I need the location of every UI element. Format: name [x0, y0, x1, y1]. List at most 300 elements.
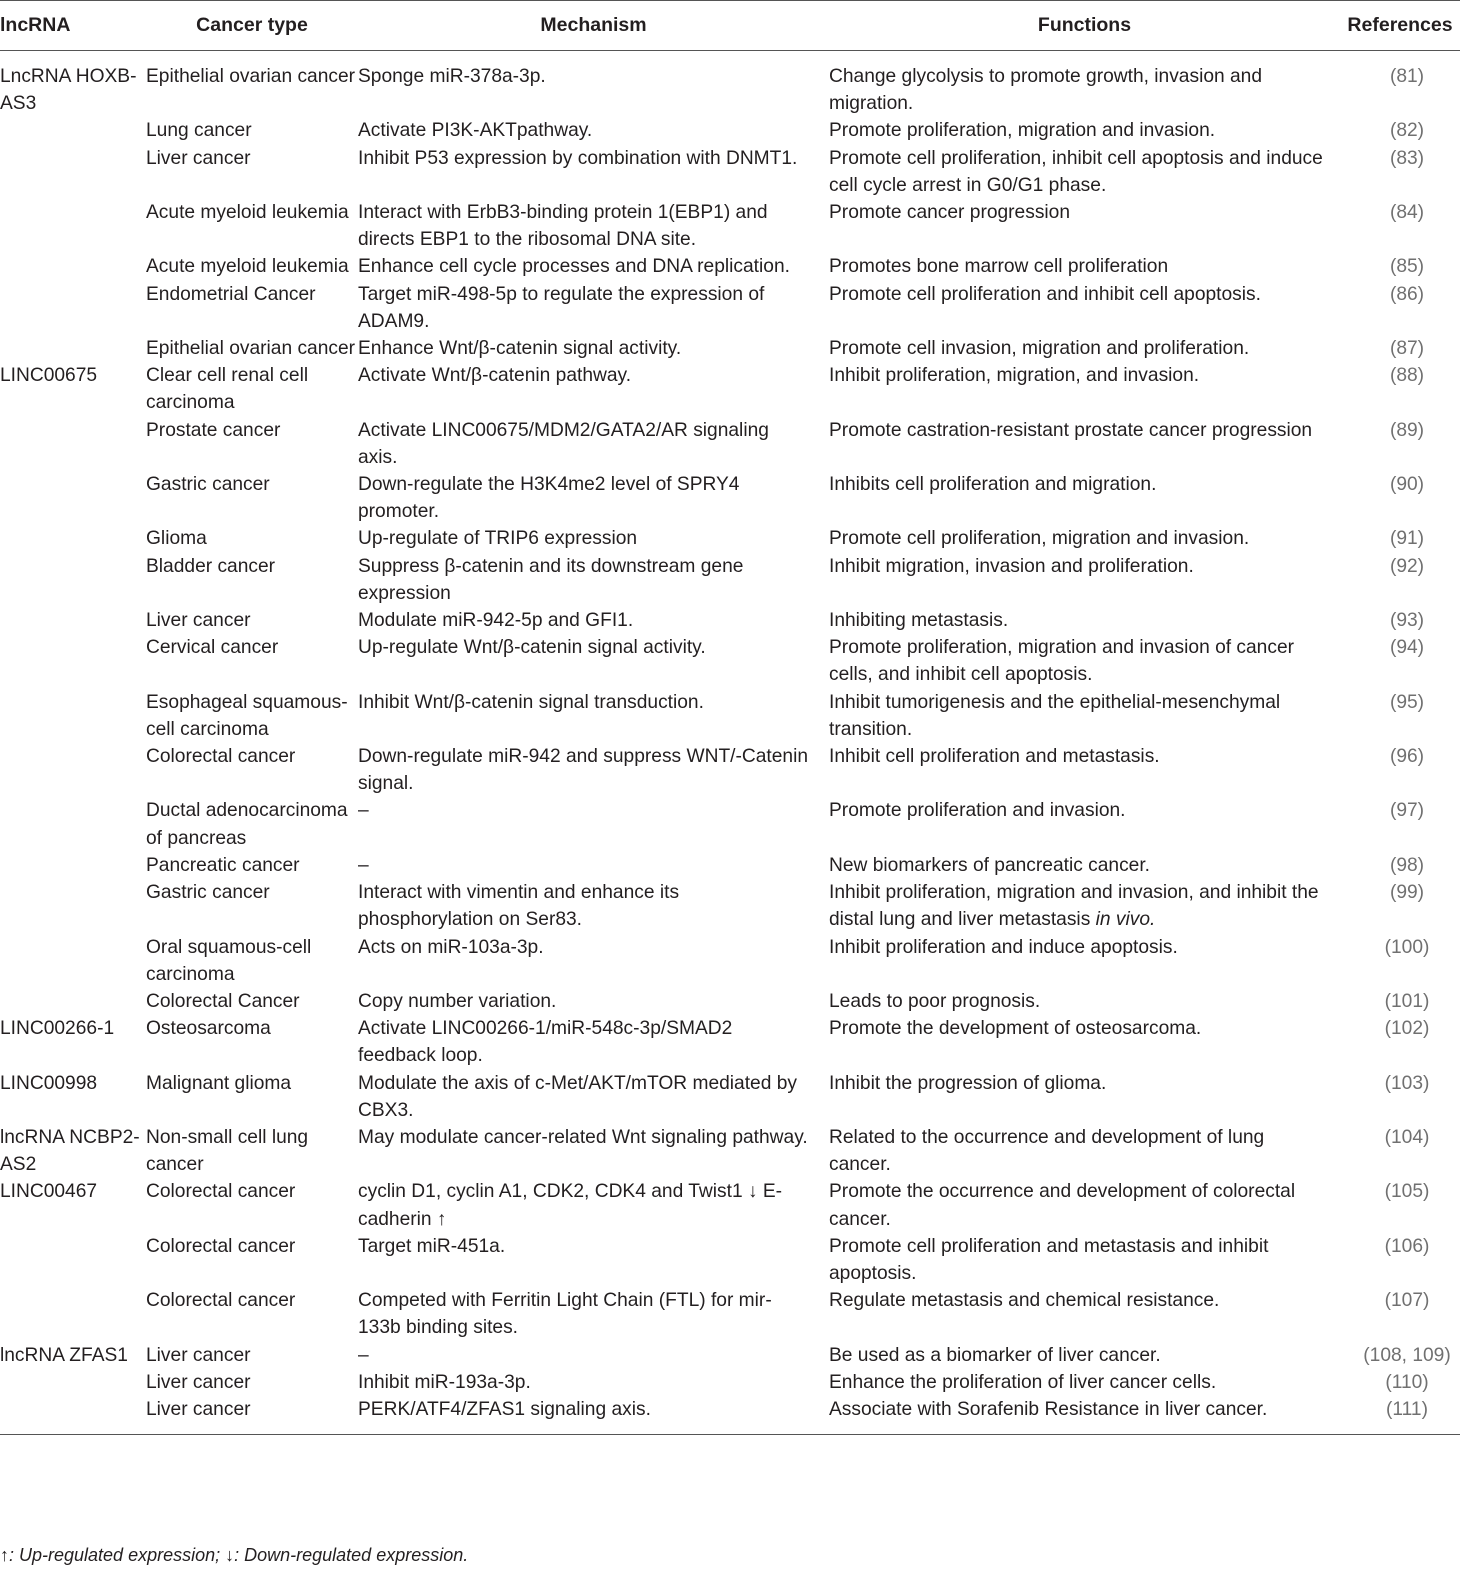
cell-functions: [829, 1396, 1340, 1435]
cell-cancer-type-text: Gastric cancer: [146, 882, 270, 904]
cell-functions: [829, 471, 1340, 525]
cell-functions-text: Change glycolysis to promote growth, invasion and migration.: [829, 66, 1263, 115]
table-footnote: ↑: Up-regulated expression; ↓: Down-regulated expression.: [0, 1545, 469, 1565]
cell-reference-text: (85): [1389, 256, 1425, 278]
cell-functions-text: Inhibits cell proliferation and migration.: [829, 474, 1157, 496]
cell-lncrna-text: LINC00675: [0, 365, 98, 387]
cell-functions-text: New biomarkers of pancreatic cancer.: [829, 854, 1150, 876]
table-row: [0, 199, 1460, 253]
cell-cancer-type: [146, 253, 358, 280]
cell-reference: [1340, 1070, 1460, 1124]
cell-cancer-type: [146, 117, 358, 144]
cell-mechanism-text: Down-regulate miR-942 and suppress WNT/-Catenin signal.: [358, 746, 809, 795]
table-row: [0, 797, 1460, 851]
cell-functions: [829, 1342, 1340, 1369]
cell-reference-text: (107): [1384, 1290, 1430, 1312]
cell-lncrna: [0, 934, 146, 988]
cell-mechanism-text: Up-regulate of TRIP6 expression: [358, 528, 638, 550]
cell-cancer-type: [146, 634, 358, 688]
cell-functions-text: Promote proliferation, migration and invasion of cancer cells, and inhibit cell apoptosis.: [829, 637, 1295, 686]
cell-lncrna: [0, 1396, 146, 1435]
cell-lncrna: [0, 1015, 146, 1069]
cell-mechanism-text: Suppress β-catenin and its downstream gene expression: [358, 555, 744, 604]
cell-cancer-type: [146, 988, 358, 1015]
cell-cancer-type-text: Colorectal cancer: [146, 1290, 296, 1312]
cell-functions: [829, 1233, 1340, 1287]
cell-mechanism-text: Target miR-451a.: [358, 1235, 506, 1257]
cell-cancer-type-text: Epithelial ovarian cancer: [146, 338, 356, 360]
cell-cancer-type-text: Gastric cancer: [146, 474, 270, 496]
cell-reference: [1340, 145, 1460, 199]
cell-functions-text: Promote cell proliferation and metastasis and inhibit apoptosis.: [829, 1235, 1269, 1284]
cell-reference-text: (81): [1389, 66, 1425, 87]
cell-mechanism: [358, 1124, 829, 1178]
cell-reference-text: (83): [1389, 147, 1425, 169]
cell-reference: [1340, 281, 1460, 335]
cell-cancer-type: [146, 145, 358, 199]
cell-functions: [829, 852, 1340, 879]
cell-mechanism: [358, 362, 829, 416]
cell-reference: [1340, 335, 1460, 362]
cell-reference-text: (82): [1389, 120, 1425, 142]
cell-cancer-type: [146, 1015, 358, 1069]
cell-lncrna: [0, 199, 146, 253]
cell-lncrna: [0, 879, 146, 933]
cell-lncrna-text: LINC00467: [0, 1181, 98, 1203]
cell-reference: [1340, 117, 1460, 144]
cell-reference: [1340, 1124, 1460, 1178]
cell-functions: [829, 199, 1340, 253]
cell-cancer-type-text: Osteosarcoma: [146, 1018, 271, 1040]
cell-reference: [1340, 1015, 1460, 1069]
cell-functions-text: Promote proliferation and invasion.: [829, 800, 1126, 822]
table-row: [0, 879, 1460, 933]
cell-cancer-type: [146, 1070, 358, 1124]
cell-functions-text: Enhance the proliferation of liver cancer cells.: [829, 1371, 1217, 1393]
cell-lncrna: [0, 117, 146, 144]
cell-cancer-type-text: Endometrial Cancer: [146, 283, 316, 305]
cell-lncrna: [0, 1342, 146, 1369]
cell-reference: [1340, 362, 1460, 416]
cell-functions: [829, 879, 1340, 933]
cell-mechanism-text: Acts on miR-103a-3p.: [358, 936, 544, 958]
cell-functions-text: Inhibit proliferation and induce apoptosis.: [829, 936, 1178, 958]
table-row: [0, 525, 1460, 552]
cell-mechanism: [358, 879, 829, 933]
cell-lncrna: [0, 145, 146, 199]
cell-functions: [829, 743, 1340, 797]
table-row: [0, 689, 1460, 743]
table-row: [0, 471, 1460, 525]
cell-cancer-type-text: Ductal adenocarcinoma of pancreas: [146, 800, 348, 849]
cell-mechanism-text: Modulate the axis of c-Met/AKT/mTOR mediated by CBX3.: [358, 1072, 797, 1121]
cell-mechanism: [358, 988, 829, 1015]
cell-reference: [1340, 1396, 1460, 1435]
cell-functions-text: Promotes bone marrow cell proliferation: [829, 256, 1169, 278]
cell-functions-text: Inhibit tumorigenesis and the epithelial-mesenchymal transition.: [829, 691, 1281, 740]
cell-cancer-type-text: Pancreatic cancer: [146, 854, 300, 876]
cell-mechanism-text: Competed with Ferritin Light Chain (FTL) for mir-133b binding sites.: [358, 1290, 772, 1339]
cell-mechanism: [358, 553, 829, 607]
cell-cancer-type-text: Colorectal cancer: [146, 1235, 296, 1257]
cell-lncrna: [0, 253, 146, 280]
table-row: [0, 553, 1460, 607]
cell-cancer-type-text: Liver cancer: [146, 1344, 251, 1366]
cell-mechanism: [358, 471, 829, 525]
cell-lncrna: [0, 1178, 146, 1232]
cell-cancer-type-text: Colorectal cancer: [146, 1181, 296, 1203]
cell-reference-text: (106): [1384, 1235, 1430, 1257]
table-row: [0, 417, 1460, 471]
table-body: [0, 51, 1460, 1435]
cell-cancer-type-text: Colorectal cancer: [146, 746, 296, 768]
cell-mechanism: [358, 934, 829, 988]
cell-functions: [829, 634, 1340, 688]
cell-functions: [829, 689, 1340, 743]
cell-mechanism-text: Interact with ErbB3-binding protein 1(EBP1) and directs EBP1 to the ribosomal DNA site.: [358, 202, 768, 251]
header-cancer-type: Cancer type: [146, 1, 358, 51]
cell-lncrna: [0, 634, 146, 688]
cell-cancer-type: [146, 1396, 358, 1435]
cell-functions: [829, 417, 1340, 471]
cell-cancer-type: [146, 1178, 358, 1232]
table-row: [0, 852, 1460, 879]
cell-mechanism-text: Activate PI3K-AKTpathway.: [358, 120, 593, 142]
cell-cancer-type: [146, 1369, 358, 1396]
cell-functions-text: Inhibit migration, invasion and proliferation.: [829, 555, 1194, 577]
cell-reference-text: (94): [1389, 637, 1425, 659]
table-row: [0, 988, 1460, 1015]
table-row: [0, 743, 1460, 797]
cell-mechanism: [358, 51, 829, 118]
cell-cancer-type: [146, 553, 358, 607]
cell-mechanism: [358, 689, 829, 743]
cell-reference: [1340, 879, 1460, 933]
cell-mechanism: [358, 1342, 829, 1369]
table-row: [0, 934, 1460, 988]
table-row: [0, 362, 1460, 416]
cell-cancer-type: [146, 362, 358, 416]
cell-mechanism-text: PERK/ATF4/ZFAS1 signaling axis.: [358, 1398, 651, 1420]
cell-cancer-type-text: Glioma: [146, 528, 207, 550]
cell-functions-text: Promote cell proliferation, inhibit cell apoptosis and induce cell cycle arrest in G0/G1 phase.: [829, 147, 1323, 196]
cell-cancer-type-text: Lung cancer: [146, 120, 252, 142]
table-row: [0, 253, 1460, 280]
cell-mechanism: [358, 1396, 829, 1435]
cell-reference-text: (104): [1384, 1126, 1430, 1148]
table-row: [0, 607, 1460, 634]
table-row: [0, 1396, 1460, 1435]
cell-functions: [829, 1070, 1340, 1124]
cell-cancer-type: [146, 335, 358, 362]
cell-reference: [1340, 934, 1460, 988]
cell-lncrna: [0, 417, 146, 471]
header-functions: Functions: [829, 1, 1340, 51]
cell-cancer-type: [146, 743, 358, 797]
cell-reference: [1340, 51, 1460, 118]
cell-reference: [1340, 634, 1460, 688]
cell-mechanism: [358, 1287, 829, 1341]
cell-cancer-type-text: Liver cancer: [146, 147, 251, 169]
cell-lncrna: [0, 335, 146, 362]
cell-reference-text: (97): [1389, 800, 1425, 822]
cell-functions-text: Associate with Sorafenib Resistance in liver cancer.: [829, 1398, 1268, 1420]
cell-cancer-type-text: Acute myeloid leukemia: [146, 256, 349, 278]
cell-cancer-type: [146, 797, 358, 851]
cell-mechanism-text: Activate Wnt/β-catenin pathway.: [358, 365, 632, 387]
cell-lncrna: [0, 1124, 146, 1178]
cell-mechanism: [358, 797, 829, 851]
cell-functions: [829, 1178, 1340, 1232]
header-lncrna: lncRNA: [0, 1, 146, 51]
cell-functions-text: Promote castration-resistant prostate cancer progression: [829, 419, 1313, 441]
cell-reference-text: (105): [1384, 1181, 1430, 1203]
cell-functions: [829, 607, 1340, 634]
table-row: [0, 634, 1460, 688]
cell-reference-text: (92): [1389, 555, 1425, 577]
cell-cancer-type-text: Cervical cancer: [146, 637, 279, 659]
cell-functions-text: Promote cell proliferation and inhibit cell apoptosis.: [829, 283, 1261, 305]
cell-reference: [1340, 525, 1460, 552]
cell-functions: [829, 1015, 1340, 1069]
cell-mechanism: [358, 852, 829, 879]
cell-cancer-type: [146, 689, 358, 743]
cell-mechanism-text: May modulate cancer-related Wnt signaling pathway.: [358, 1126, 808, 1148]
cell-lncrna-text: LncRNA HOXB-AS3: [0, 66, 137, 115]
cell-functions: [829, 797, 1340, 851]
cell-functions: [829, 525, 1340, 552]
cell-reference-text: (88): [1389, 365, 1425, 387]
table-row: [0, 117, 1460, 144]
cell-mechanism-text: Up-regulate Wnt/β-catenin signal activity.: [358, 637, 706, 659]
cell-reference-text: (93): [1389, 610, 1425, 632]
cell-cancer-type-text: Liver cancer: [146, 610, 251, 632]
cell-reference-text: (84): [1389, 202, 1425, 224]
cell-cancer-type: [146, 417, 358, 471]
cell-mechanism-text: –: [358, 1344, 369, 1366]
cell-functions-text: Promote proliferation, migration and invasion.: [829, 120, 1216, 142]
cell-functions-text: Inhibit the progression of glioma.: [829, 1072, 1107, 1094]
cell-mechanism: [358, 525, 829, 552]
cell-reference-text: (111): [1386, 1398, 1428, 1420]
cell-reference: [1340, 1342, 1460, 1369]
cell-lncrna-text: LINC00266-1: [0, 1018, 115, 1040]
cell-lncrna: [0, 525, 146, 552]
cell-cancer-type: [146, 607, 358, 634]
cell-cancer-type-text: Prostate cancer: [146, 419, 281, 441]
cell-cancer-type-text: Esophageal squamous-cell carcinoma: [146, 691, 348, 740]
cell-reference-text: (90): [1389, 474, 1425, 496]
cell-functions: [829, 1369, 1340, 1396]
cell-functions-text: Inhibit cell proliferation and metastasis.: [829, 746, 1160, 768]
cell-lncrna: [0, 362, 146, 416]
cell-lncrna: [0, 471, 146, 525]
header-mechanism: Mechanism: [358, 1, 829, 51]
cell-cancer-type: [146, 1124, 358, 1178]
cell-mechanism-text: Activate LINC00266-1/miR-548c-3p/SMAD2 feedback loop.: [358, 1018, 733, 1067]
cell-mechanism-text: Activate LINC00675/MDM2/GATA2/AR signaling axis.: [358, 419, 769, 468]
cell-functions: [829, 934, 1340, 988]
cell-reference-text: (101): [1384, 990, 1430, 1012]
cell-mechanism: [358, 607, 829, 634]
cell-mechanism-text: Down-regulate the H3K4me2 level of SPRY4 promoter.: [358, 474, 740, 523]
cell-lncrna: [0, 743, 146, 797]
cell-reference: [1340, 417, 1460, 471]
cell-mechanism: [358, 253, 829, 280]
table-row: [0, 1178, 1460, 1232]
table-row: [0, 51, 1460, 118]
cell-reference-text: (91): [1389, 528, 1425, 550]
table-row: [0, 1233, 1460, 1287]
cell-reference-text: (86): [1389, 283, 1425, 305]
cell-reference-text: (89): [1389, 419, 1425, 441]
cell-lncrna: [0, 281, 146, 335]
cell-reference: [1340, 1233, 1460, 1287]
table-row: [0, 281, 1460, 335]
cell-mechanism-text: cyclin D1, cyclin A1, CDK2, CDK4 and Twist1 ↓ E-cadherin ↑: [358, 1181, 783, 1230]
cell-functions-text: Promote cancer progression: [829, 202, 1071, 224]
cell-cancer-type-text: Liver cancer: [146, 1371, 251, 1393]
cell-cancer-type: [146, 1233, 358, 1287]
cell-reference: [1340, 553, 1460, 607]
cell-cancer-type: [146, 471, 358, 525]
cell-mechanism-text: Inhibit P53 expression by combination with DNMT1.: [358, 147, 798, 169]
cell-reference: [1340, 852, 1460, 879]
cell-functions-text: Promote cell invasion, migration and proliferation.: [829, 338, 1250, 360]
cell-cancer-type-text: Bladder cancer: [146, 555, 276, 577]
header-row: [0, 1, 1460, 51]
cell-functions: [829, 51, 1340, 118]
cell-reference-text: (100): [1384, 936, 1430, 958]
cell-cancer-type: [146, 934, 358, 988]
cell-cancer-type: [146, 1342, 358, 1369]
cell-functions: [829, 253, 1340, 280]
cell-reference-text: (96): [1389, 746, 1425, 768]
cell-functions: [829, 1124, 1340, 1178]
cell-lncrna: [0, 797, 146, 851]
cell-mechanism: [358, 335, 829, 362]
cell-reference: [1340, 797, 1460, 851]
cell-reference-text: (103): [1384, 1072, 1430, 1094]
cell-cancer-type: [146, 525, 358, 552]
cell-reference: [1340, 199, 1460, 253]
table-row: [0, 1369, 1460, 1396]
table-row: [0, 1287, 1460, 1341]
cell-mechanism-text: Enhance Wnt/β-catenin signal activity.: [358, 338, 682, 360]
cell-mechanism-text: Modulate miR-942-5p and GFI1.: [358, 610, 634, 632]
cell-mechanism-text: Target miR-498-5p to regulate the expression of ADAM9.: [358, 283, 765, 332]
cell-cancer-type: [146, 852, 358, 879]
cell-reference: [1340, 689, 1460, 743]
cell-cancer-type: [146, 51, 358, 118]
cell-reference: [1340, 988, 1460, 1015]
cell-reference: [1340, 1369, 1460, 1396]
cell-cancer-type-text: Oral squamous-cell carcinoma: [146, 936, 312, 985]
cell-functions-text: Related to the occurrence and development of lung cancer.: [829, 1126, 1265, 1176]
cell-reference: [1340, 1178, 1460, 1232]
table-row: [0, 145, 1460, 199]
cell-functions: [829, 281, 1340, 335]
cell-cancer-type-text: Clear cell renal cell carcinoma: [146, 365, 309, 414]
cell-mechanism-text: Inhibit miR-193a-3p.: [358, 1371, 531, 1393]
cell-lncrna: [0, 51, 146, 118]
cell-reference: [1340, 471, 1460, 525]
table-row: [0, 1124, 1460, 1178]
table-row: [0, 1015, 1460, 1069]
cell-functions-text: Inhibiting metastasis.: [829, 610, 1009, 632]
table-row: [0, 335, 1460, 362]
cell-lncrna: [0, 852, 146, 879]
cell-lncrna: [0, 1070, 146, 1124]
cell-reference-text: (110): [1385, 1371, 1429, 1393]
cell-functions-text: Be used as a biomarker of liver cancer.: [829, 1344, 1161, 1366]
cell-reference-text: (95): [1389, 691, 1425, 713]
cell-reference: [1340, 743, 1460, 797]
cell-reference-text: (99): [1389, 882, 1425, 904]
cell-lncrna-text: lncRNA ZFAS1: [0, 1344, 128, 1366]
cell-mechanism: [358, 145, 829, 199]
cell-lncrna-text: lncRNA NCBP2-AS2: [0, 1126, 140, 1176]
table-row: [0, 1070, 1460, 1124]
cell-cancer-type: [146, 879, 358, 933]
header-references: References: [1340, 1, 1460, 51]
cell-lncrna: [0, 1369, 146, 1396]
cell-functions-text: Regulate metastasis and chemical resistance.: [829, 1290, 1220, 1312]
cell-functions-text: Leads to poor prognosis.: [829, 990, 1041, 1012]
cell-functions-text: Inhibit proliferation, migration and invasion, and inhibit the distal lung and liver metastasis: [829, 882, 1319, 931]
cell-reference: [1340, 253, 1460, 280]
cell-mechanism: [358, 1233, 829, 1287]
cell-functions: [829, 988, 1340, 1015]
cell-lncrna: [0, 553, 146, 607]
cell-functions-text: Promote cell proliferation, migration and invasion.: [829, 528, 1250, 550]
cell-cancer-type-text: Epithelial ovarian cancer: [146, 66, 356, 87]
cell-mechanism-text: –: [358, 854, 369, 876]
cell-mechanism: [358, 1070, 829, 1124]
cell-cancer-type: [146, 1287, 358, 1341]
cell-reference: [1340, 607, 1460, 634]
cell-mechanism-text: Interact with vimentin and enhance its phosphorylation on Ser83.: [358, 882, 680, 931]
table-row: [0, 1342, 1460, 1369]
cell-mechanism: [358, 199, 829, 253]
cell-functions: [829, 117, 1340, 144]
cell-lncrna: [0, 988, 146, 1015]
cell-lncrna: [0, 689, 146, 743]
cell-lncrna: [0, 1233, 146, 1287]
cell-mechanism-text: Sponge miR-378a-3p.: [358, 66, 546, 87]
cell-mechanism-text: –: [358, 800, 369, 822]
cell-functions: [829, 362, 1340, 416]
cell-lncrna-text: LINC00998: [0, 1072, 98, 1094]
cell-cancer-type-text: Acute myeloid leukemia: [146, 202, 349, 224]
cell-mechanism-text: Enhance cell cycle processes and DNA replication.: [358, 256, 790, 278]
cell-reference-text: (98): [1389, 854, 1425, 876]
cell-reference-text: (87): [1389, 338, 1425, 360]
cell-mechanism: [358, 1369, 829, 1396]
cell-mechanism: [358, 743, 829, 797]
cell-functions-text: Promote the occurrence and development of colorectal cancer.: [829, 1181, 1296, 1230]
cell-lncrna: [0, 1287, 146, 1341]
cell-functions-italic: in vivo.: [1095, 909, 1156, 931]
cell-functions-text: Inhibit proliferation, migration, and invasion.: [829, 365, 1200, 387]
cell-mechanism: [358, 117, 829, 144]
cell-cancer-type: [146, 199, 358, 253]
cell-reference-text: (102): [1384, 1018, 1430, 1040]
cell-cancer-type-text: Malignant glioma: [146, 1072, 292, 1094]
cell-mechanism: [358, 1015, 829, 1069]
cell-functions: [829, 335, 1340, 362]
cell-reference: [1340, 1287, 1460, 1341]
